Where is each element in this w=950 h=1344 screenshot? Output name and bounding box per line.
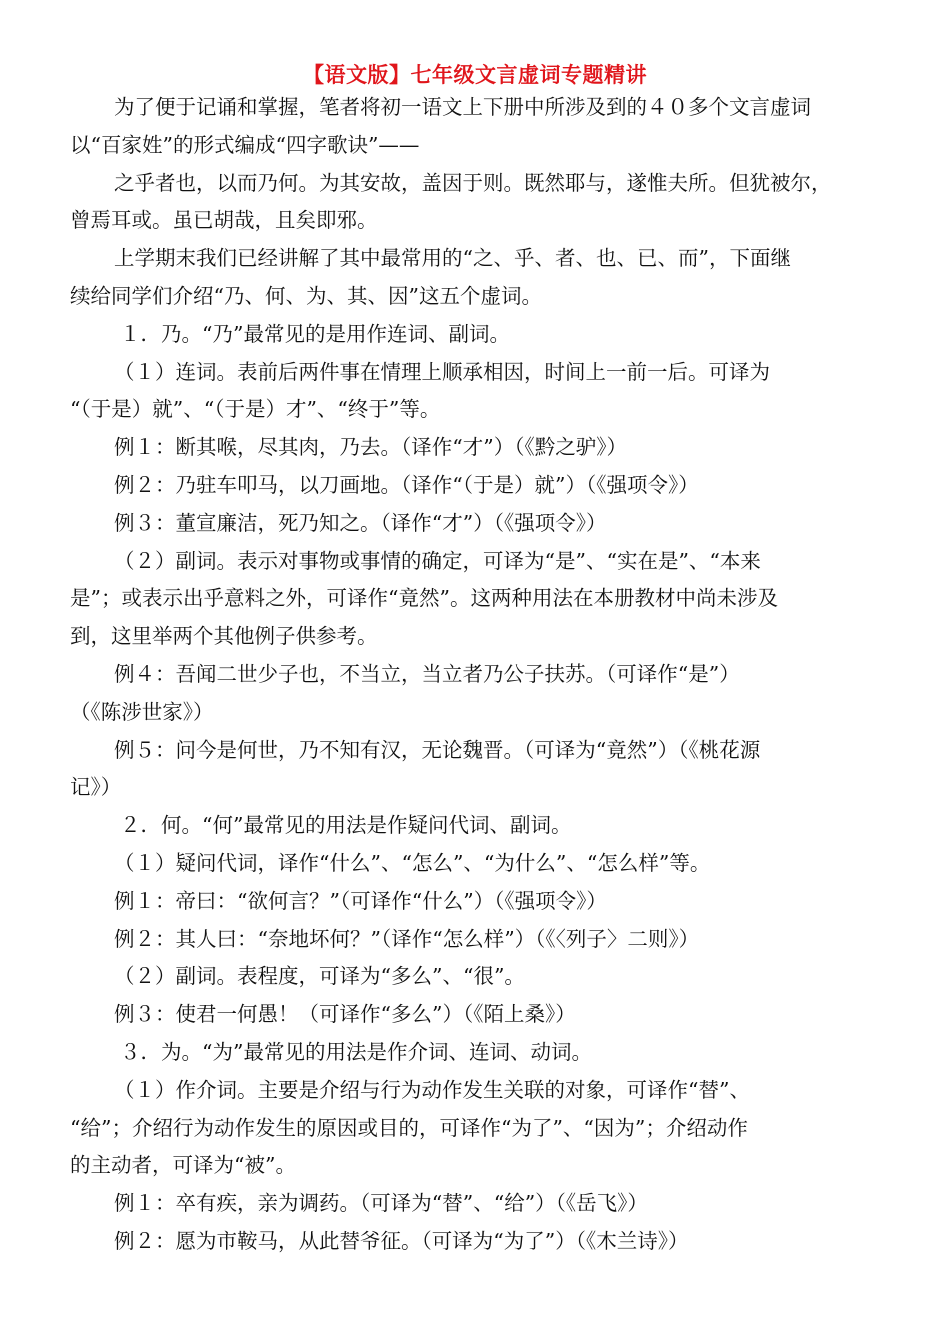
text-line: 曾焉耳或。虽已胡哉，且矣即邪。: [70, 208, 378, 233]
text-line: 记》）: [70, 775, 122, 800]
text-line: （１）疑问代词，译作“什么”、“怎么”、“为什么”、“怎么样”等。: [114, 850, 711, 875]
text-line: （１）作介词。主要是介绍与行为动作发生关联的对象，可译作“替”、: [114, 1077, 750, 1102]
document-title: 【语文版】七年级文言虚词专题精讲: [303, 63, 647, 87]
text-line: 上学期末我们已经讲解了其中最常用的“之、乎、者、也、已、而”，下面继: [114, 246, 791, 271]
text-line: 例２：其人曰：“奈地坏何？”（译作“怎么样”）（《〈列子〉二则》）: [114, 926, 700, 951]
text-line: 例２：乃驻车叩马，以刀画地。（译作“（于是）就”）（《强项令》）: [114, 472, 699, 497]
text-line: 例３：使君一何愚！（可译作“多么”）（《陌上桑》）: [114, 1002, 576, 1027]
text-line: 是”；或表示出乎意料之外，可译作“竟然”。这两种用法在本册教材中尚未涉及: [70, 586, 778, 611]
text-line: 续给同学们介绍“乃、何、为、其、因”这五个虚词。: [70, 283, 542, 308]
text-line: 到，这里举两个其他例子供参考。: [70, 624, 378, 649]
text-line: ２．何。“何”最常见的用法是作疑问代词、副词。: [120, 813, 572, 838]
text-line: （２）副词。表示对事物或事情的确定，可译为“是”、“实在是”、“本来: [114, 548, 761, 573]
text-line: 例１：断其喉，尽其肉，乃去。（译作“才”）（《黔之驴》）: [114, 435, 627, 460]
text-line: 例２：愿为市鞍马，从此替爷征。（可译为“为了”）（《木兰诗》）: [114, 1228, 689, 1253]
text-line: 例１：卒有疾，亲为调药。（可译为“替”、“给”）（《岳飞》）: [114, 1191, 648, 1216]
text-line: ３．为。“为”最常见的用法是作介词、连词、动词。: [120, 1039, 592, 1064]
text-line: 例３：董宣廉洁，死乃知之。（译作“才”）（《强项令》）: [114, 510, 607, 535]
text-line: 为了便于记诵和掌握，笔者将初一语文上下册中所涉及到的４０多个文言虚词: [114, 95, 811, 119]
text-line: 例５：问今是何世，乃不知有汉，无论魏晋。（可译为“竟然”）（《桃花源: [114, 737, 761, 762]
text-line: “（于是）就”、“（于是）才”、“终于”等。: [70, 397, 441, 422]
text-line: （２）副词。表程度，可译为“多么”、“很”。: [114, 964, 525, 989]
document-body: [70, 89, 880, 1261]
text-line: １．乃。“乃”最常见的是用作连词、副词。: [120, 321, 510, 346]
text-line: 例１：帝曰：“欲何言？”（可译作“什么”）（《强项令》）: [114, 888, 607, 913]
text-line: “给”；介绍行为动作发生的原因或目的，可译作“为了”、“因为”；介绍动作: [70, 1115, 748, 1140]
text-line: 以“百家姓”的形式编成“四字歌诀”——: [70, 132, 420, 157]
text-line: （《陈涉世家》）: [70, 699, 214, 724]
text-line: （１）连词。表前后两件事在情理上顺承相因，时间上一前一后。可译为: [114, 359, 770, 384]
text-line: 的主动者，可译为“被”。: [70, 1153, 296, 1178]
text-line: 例４：吾闻二世少子也，不当立，当立者乃公子扶苏。（可译作“是”）: [114, 661, 740, 686]
text-line: 之乎者也，以而乃何。为其安故，盖因于则。既然耶与，遂惟夫所。但犹被尔，: [114, 170, 832, 195]
